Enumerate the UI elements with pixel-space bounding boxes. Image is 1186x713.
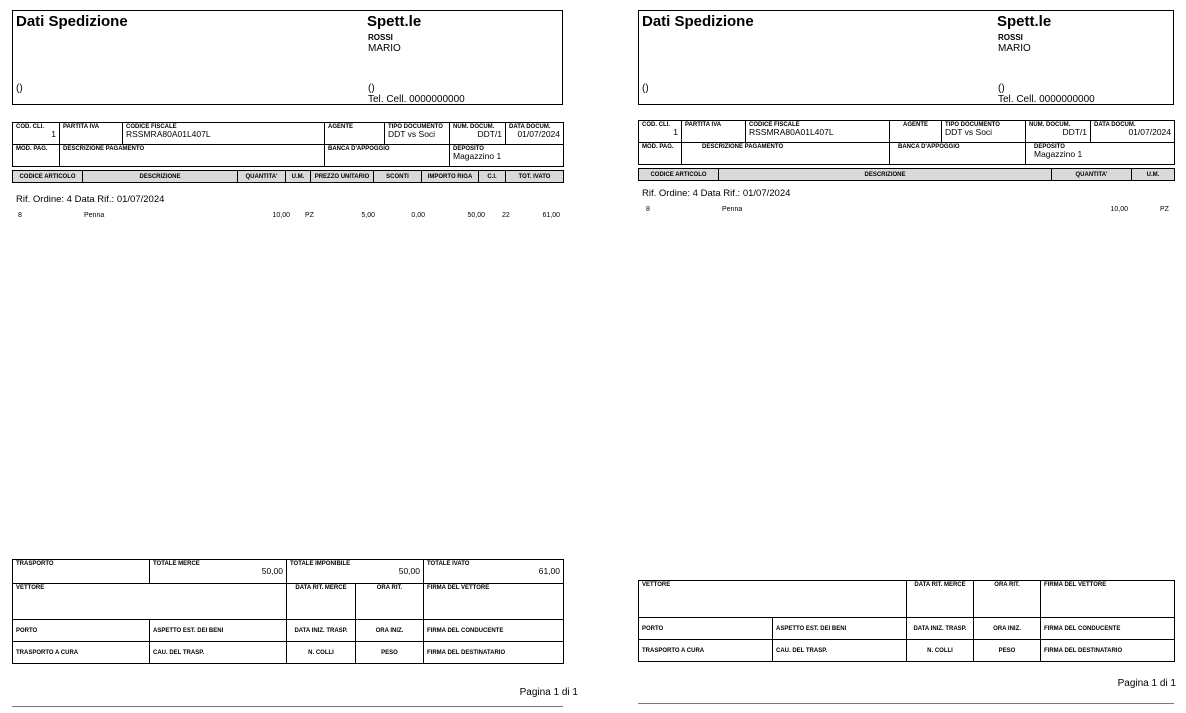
data-iniz-cell: DATA INIZ. TRASP. xyxy=(907,618,974,640)
deposito-cell: DEPOSITO Magazzino 1 xyxy=(1026,143,1175,165)
page-number: Pagina 1 di 1 xyxy=(1117,678,1176,689)
recipient-address: () xyxy=(368,83,375,94)
shipping-title: Dati Spedizione xyxy=(642,13,754,30)
data-docum-cell: DATA DOCUM. 01/07/2024 xyxy=(1091,121,1175,143)
col-um: U.M. xyxy=(286,171,311,183)
num-docum-cell: NUM. DOCUM. DDT/1 xyxy=(1026,121,1091,143)
col-prezzo-unitario: PREZZO UNITARIO xyxy=(311,171,374,183)
shipping-header-box xyxy=(12,10,563,105)
porto-cell: PORTO xyxy=(639,618,773,640)
col-codice-articolo: CODICE ARTICOLO xyxy=(639,169,719,181)
deposito-cell: DEPOSITO Magazzino 1 xyxy=(450,145,564,167)
firma-conducente-cell: FIRMA DEL CONDUCENTE xyxy=(424,620,564,642)
tipo-documento-cell: TIPO DOCUMENTO DDT vs Soci xyxy=(942,121,1026,143)
firma-vettore-cell: FIRMA DEL VETTORE xyxy=(424,584,564,620)
firma-destinatario-cell: FIRMA DEL DESTINATARIO xyxy=(1041,640,1175,662)
n-colli-cell: N. COLLI xyxy=(907,640,974,662)
items-header-table xyxy=(12,170,564,183)
item-quantity: 10,00 xyxy=(272,212,290,219)
document-page-right xyxy=(593,0,1186,713)
descrizione-pagamento-cell: DESCRIZIONE PAGAMENTO xyxy=(60,145,325,167)
ora-rit-cell: ORA RIT. xyxy=(356,584,424,620)
agente-cell: AGENTE xyxy=(890,121,942,143)
partita-iva-cell: PARTITA IVA xyxy=(60,123,123,145)
data-rit-merce-cell: DATA RIT. MERCE xyxy=(287,584,356,620)
item-code: 8 xyxy=(646,206,650,213)
item-amount: 50,00 xyxy=(467,212,485,219)
recipient-surname: ROSSI xyxy=(368,33,393,42)
cod-cli-cell: COD. CLI. 1 xyxy=(13,123,60,145)
vettore-cell: VETTORE xyxy=(13,584,287,620)
banca-cell: BANCA D'APPOGGIO xyxy=(325,145,450,167)
trasporto-cell: TRASPORTO xyxy=(13,560,150,584)
porto-cell: PORTO xyxy=(13,620,150,642)
footer-table xyxy=(638,580,1175,662)
descrizione-pagamento-cell: DESCRIZIONE PAGAMENTO xyxy=(682,143,890,165)
item-price: 5,00 xyxy=(361,212,375,219)
order-reference: Rif. Ordine: 4 Data Rif.: 01/07/2024 xyxy=(16,194,165,205)
recipient-address: () xyxy=(998,83,1005,94)
item-quantity: 10,00 xyxy=(1110,206,1128,213)
col-um: U.M. xyxy=(1132,169,1175,181)
mod-pag-cell: MOD. PAG. xyxy=(639,143,682,165)
recipient-title: Spett.le xyxy=(367,13,422,30)
firma-vettore-cell: FIRMA DEL VETTORE xyxy=(1041,581,1175,618)
item-description: Penna xyxy=(84,212,105,219)
item-code: 8 xyxy=(18,212,22,219)
col-quantita: QUANTITA' xyxy=(238,171,286,183)
col-descrizione: DESCRIZIONE xyxy=(719,169,1052,181)
shipping-address: () xyxy=(642,83,649,94)
trasporto-cura-cell: TRASPORTO A CURA xyxy=(639,640,773,662)
mod-pag-cell: MOD. PAG. xyxy=(13,145,60,167)
document-info-table xyxy=(12,122,564,167)
firma-destinatario-cell: FIRMA DEL DESTINATARIO xyxy=(424,642,564,664)
col-importo-riga: IMPORTO RIGA xyxy=(422,171,479,183)
banca-cell: BANCA D'APPOGGIO xyxy=(890,143,1026,165)
shipping-header-box xyxy=(638,10,1174,105)
ora-rit-cell: ORA RIT. xyxy=(974,581,1041,618)
totale-merce-cell: TOTALE MERCE 50,00 xyxy=(150,560,287,584)
items-header-table xyxy=(638,168,1175,181)
recipient-name: MARIO xyxy=(368,43,401,54)
table-row xyxy=(593,206,1186,216)
recipient-surname: ROSSI xyxy=(998,33,1023,42)
data-rit-merce-cell: DATA RIT. MERCE xyxy=(907,581,974,618)
shipping-title: Dati Spedizione xyxy=(16,13,128,30)
tipo-documento-cell: TIPO DOCUMENTO DDT vs Soci xyxy=(385,123,450,145)
recipient-name: MARIO xyxy=(998,43,1031,54)
data-docum-cell: DATA DOCUM. 01/07/2024 xyxy=(506,123,564,145)
bottom-rule xyxy=(638,703,1174,704)
ora-iniz-cell: ORA INIZ. xyxy=(974,618,1041,640)
totale-imponibile-cell: TOTALE IMPONIBILE 50,00 xyxy=(287,560,424,584)
data-iniz-cell: DATA INIZ. TRASP. xyxy=(287,620,356,642)
bottom-rule xyxy=(12,706,563,707)
col-ci: C.I. xyxy=(479,171,506,183)
item-discount: 0,00 xyxy=(411,212,425,219)
aspetto-cell: ASPETTO EST. DEI BENI xyxy=(150,620,287,642)
ora-iniz-cell: ORA INIZ. xyxy=(356,620,424,642)
table-row xyxy=(0,212,593,222)
partita-iva-cell: PARTITA IVA xyxy=(682,121,746,143)
item-um: PZ xyxy=(1160,206,1169,213)
recipient-title: Spett.le xyxy=(997,13,1052,30)
footer-table xyxy=(12,559,564,664)
col-sconti: SCONTI xyxy=(374,171,422,183)
codice-fiscale-cell: CODICE FISCALE RSSMRA80A01L407L xyxy=(123,123,325,145)
item-um: PZ xyxy=(305,212,314,219)
col-tot-ivato: TOT. IVATO xyxy=(506,171,564,183)
peso-cell: PESO xyxy=(356,642,424,664)
shipping-address: () xyxy=(16,83,23,94)
document-info-table xyxy=(638,120,1175,165)
cod-cli-cell: COD. CLI. 1 xyxy=(639,121,682,143)
firma-conducente-cell: FIRMA DEL CONDUCENTE xyxy=(1041,618,1175,640)
item-ci: 22 xyxy=(502,212,510,219)
col-quantita: QUANTITA' xyxy=(1052,169,1132,181)
item-total: 61,00 xyxy=(542,212,560,219)
order-reference: Rif. Ordine: 4 Data Rif.: 01/07/2024 xyxy=(642,188,791,199)
cau-trasp-cell: CAU. DEL TRASP. xyxy=(773,640,907,662)
recipient-phone: Tel. Cell. 0000000000 xyxy=(998,94,1095,105)
item-description: Penna xyxy=(722,206,743,213)
agente-cell: AGENTE xyxy=(325,123,385,145)
codice-fiscale-cell: CODICE FISCALE RSSMRA80A01L407L xyxy=(746,121,890,143)
recipient-phone: Tel. Cell. 0000000000 xyxy=(368,94,465,105)
trasporto-cura-cell: TRASPORTO A CURA xyxy=(13,642,150,664)
col-descrizione: DESCRIZIONE xyxy=(83,171,238,183)
peso-cell: PESO xyxy=(974,640,1041,662)
page-number: Pagina 1 di 1 xyxy=(519,687,578,698)
aspetto-cell: ASPETTO EST. DEI BENI xyxy=(773,618,907,640)
num-docum-cell: NUM. DOCUM. DDT/1 xyxy=(450,123,506,145)
vettore-cell: VETTORE xyxy=(639,581,907,618)
n-colli-cell: N. COLLI xyxy=(287,642,356,664)
col-codice-articolo: CODICE ARTICOLO xyxy=(13,171,83,183)
cau-trasp-cell: CAU. DEL TRASP. xyxy=(150,642,287,664)
totale-ivato-cell: TOTALE IVATO 61,00 xyxy=(424,560,564,584)
